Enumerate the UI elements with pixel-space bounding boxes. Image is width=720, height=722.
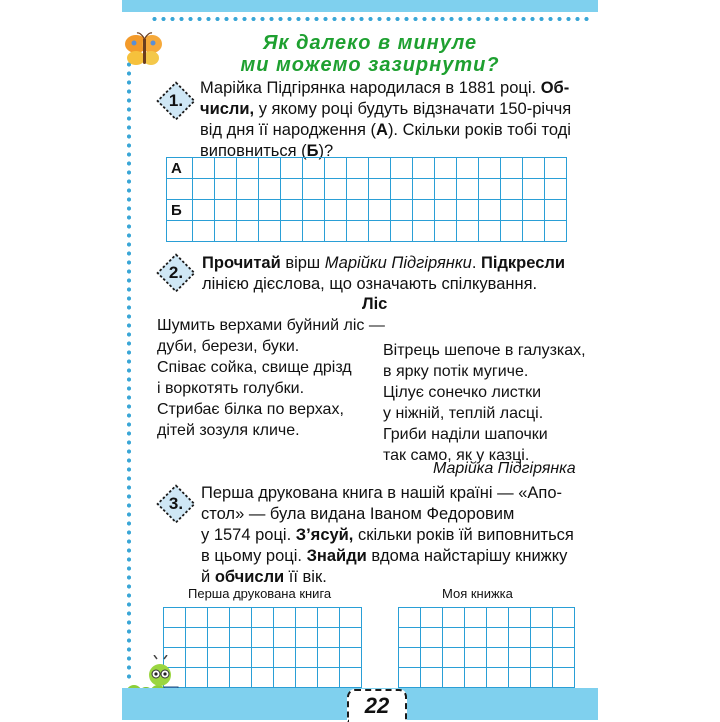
grid-cell[interactable]	[435, 179, 457, 200]
grid-cell[interactable]	[531, 628, 553, 648]
grid-cell[interactable]	[303, 221, 325, 242]
grid-cell[interactable]	[531, 668, 553, 688]
grid-cell[interactable]	[281, 221, 303, 242]
grid-cell[interactable]	[340, 628, 362, 648]
grid-cell[interactable]	[281, 179, 303, 200]
grid-cell[interactable]	[296, 668, 318, 688]
grid-cell[interactable]	[164, 608, 186, 628]
grid-cell[interactable]	[186, 648, 208, 668]
grid-cell[interactable]	[435, 158, 457, 179]
caption-my-book: Моя книжка	[442, 586, 513, 601]
grid-cell[interactable]	[281, 158, 303, 179]
grid-cell[interactable]	[457, 158, 479, 179]
task-1-badge	[155, 80, 197, 122]
grid-cell[interactable]	[487, 608, 509, 628]
grid-cell[interactable]	[237, 200, 259, 221]
grid-cell[interactable]	[391, 179, 413, 200]
page-number: 22	[364, 693, 390, 718]
left-dotted-border	[126, 60, 132, 680]
grid-cell[interactable]	[318, 628, 340, 648]
grid-cell[interactable]	[501, 158, 523, 179]
grid-cell[interactable]	[186, 668, 208, 688]
grid-cell[interactable]	[391, 200, 413, 221]
grid-cell[interactable]	[318, 648, 340, 668]
grid-cell[interactable]	[347, 200, 369, 221]
grid-cell[interactable]	[443, 608, 465, 628]
page-title-line2: ми можемо зазирнути?	[240, 54, 500, 76]
poem-right-line: в ярку потік мугиче.	[383, 363, 529, 380]
grid-cell[interactable]	[259, 221, 281, 242]
grid-cell[interactable]	[281, 200, 303, 221]
grid-cell[interactable]	[421, 668, 443, 688]
poem-left-line: дуби, берези, буки.	[157, 338, 300, 355]
grid-cell[interactable]	[325, 221, 347, 242]
grid-cell[interactable]	[237, 221, 259, 242]
grid-cell[interactable]	[501, 179, 523, 200]
grid-cell[interactable]	[443, 648, 465, 668]
task-2-badge	[155, 252, 197, 294]
grid-cell[interactable]	[523, 158, 545, 179]
grid-cell[interactable]	[208, 668, 230, 688]
grid-cell[interactable]	[296, 628, 318, 648]
grid-cell[interactable]	[186, 608, 208, 628]
answer-grid-1[interactable]	[166, 157, 567, 242]
page-title-line1: Як далеко в минуле	[262, 32, 478, 54]
grid-cell[interactable]	[435, 221, 457, 242]
grid-cell[interactable]	[479, 158, 501, 179]
grid-cell[interactable]	[347, 158, 369, 179]
grid-cell[interactable]	[369, 158, 391, 179]
poem-left-line: Співає сойка, свище дрізд	[157, 359, 352, 376]
grid-cell[interactable]	[252, 648, 274, 668]
poem-right-line: у ніжній, теплій ласці.	[383, 405, 544, 422]
grid-cell[interactable]	[369, 179, 391, 200]
right-margin	[598, 0, 720, 720]
grid-cell[interactable]	[523, 179, 545, 200]
poem-left-line: дітей зозуля кличе.	[157, 422, 300, 439]
poem-left-column	[157, 315, 385, 441]
grid-cell[interactable]	[509, 648, 531, 668]
grid-cell[interactable]	[399, 648, 421, 668]
grid-cell[interactable]	[186, 628, 208, 648]
grid-cell[interactable]	[347, 179, 369, 200]
answer-grid-left[interactable]	[163, 607, 362, 688]
grid-cell[interactable]	[413, 179, 435, 200]
grid-cell[interactable]	[421, 648, 443, 668]
grid-cell[interactable]	[457, 221, 479, 242]
grid-cell[interactable]	[193, 179, 215, 200]
grid-cell[interactable]	[501, 200, 523, 221]
grid-cell[interactable]	[274, 668, 296, 688]
grid-cell[interactable]	[167, 179, 193, 200]
top-dotted-border	[150, 16, 590, 22]
poem-right-column	[383, 340, 586, 466]
grid-cell[interactable]	[252, 608, 274, 628]
grid-cell[interactable]	[443, 628, 465, 648]
grid-cell[interactable]	[215, 158, 237, 179]
grid-cell[interactable]	[274, 608, 296, 628]
grid-cell[interactable]	[237, 179, 259, 200]
grid-cell[interactable]	[325, 179, 347, 200]
grid-cell[interactable]	[501, 221, 523, 242]
top-band	[122, 0, 598, 12]
grid-cell[interactable]	[340, 608, 362, 628]
grid-cell[interactable]	[303, 200, 325, 221]
grid-cell[interactable]	[553, 668, 575, 688]
grid-cell[interactable]	[274, 648, 296, 668]
grid-cell[interactable]	[369, 221, 391, 242]
grid-cell[interactable]	[259, 158, 281, 179]
grid-cell[interactable]	[369, 200, 391, 221]
grid-cell[interactable]	[509, 608, 531, 628]
grid-cell[interactable]	[208, 628, 230, 648]
task-3-text: Перша друкована книга в нашій країні — «Апо- стол» — була видана Іваном Федоровим у 1574 році. З’ясуй, скільки років їй виповниться в цьому році. Знайди вдома найстарішу книжку й обчисли її вік.	[201, 484, 574, 586]
grid-cell[interactable]	[303, 179, 325, 200]
grid-cell[interactable]	[274, 628, 296, 648]
grid-cell[interactable]	[487, 668, 509, 688]
poem-right-line: так само, як у казці.	[383, 447, 530, 464]
grid-cell[interactable]	[208, 608, 230, 628]
grid-cell[interactable]	[391, 221, 413, 242]
grid-row-label: Б	[167, 200, 193, 221]
grid-cell[interactable]	[399, 608, 421, 628]
butterfly-icon	[122, 32, 166, 68]
grid-cell[interactable]	[399, 668, 421, 688]
grid-cell[interactable]	[164, 628, 186, 648]
grid-cell[interactable]	[465, 628, 487, 648]
grid-cell[interactable]	[545, 158, 567, 179]
grid-cell[interactable]	[318, 668, 340, 688]
grid-cell[interactable]	[340, 668, 362, 688]
grid-cell[interactable]	[421, 608, 443, 628]
grid-cell[interactable]	[193, 158, 215, 179]
poem-author: Марійка Підгірянка	[433, 460, 576, 477]
grid-cell[interactable]	[193, 200, 215, 221]
poem-left-line: і воркотять голубки.	[157, 380, 305, 397]
grid-cell[interactable]	[457, 179, 479, 200]
grid-cell[interactable]	[443, 668, 465, 688]
grid-cell[interactable]	[479, 221, 501, 242]
grid-cell[interactable]	[230, 648, 252, 668]
task-2-text: Прочитай вірш Марійки Підгірянки. Підкресли лінією дієслова, що означають спілкування.	[202, 254, 566, 293]
grid-cell[interactable]	[553, 648, 575, 668]
grid-cell[interactable]	[421, 628, 443, 648]
grid-cell[interactable]	[230, 608, 252, 628]
grid-cell[interactable]	[193, 221, 215, 242]
poem-right-line: Цілує сонечко листки	[383, 384, 542, 401]
grid-cell[interactable]	[509, 668, 531, 688]
grid-cell[interactable]	[215, 179, 237, 200]
poem-right-line: Гриби наділи шапочки	[383, 426, 548, 443]
grid-cell[interactable]	[487, 628, 509, 648]
grid-cell[interactable]	[487, 648, 509, 668]
grid-cell[interactable]	[553, 628, 575, 648]
grid-cell[interactable]	[399, 628, 421, 648]
grid-cell[interactable]	[413, 221, 435, 242]
grid-cell[interactable]	[479, 179, 501, 200]
grid-cell[interactable]	[523, 200, 545, 221]
grid-cell[interactable]	[531, 608, 553, 628]
page-number-box	[347, 689, 407, 722]
grid-cell[interactable]	[545, 200, 567, 221]
grid-cell[interactable]	[509, 628, 531, 648]
grid-cell[interactable]	[296, 648, 318, 668]
grid-cell[interactable]	[167, 221, 193, 242]
grid-cell[interactable]	[465, 648, 487, 668]
grid-cell[interactable]	[457, 200, 479, 221]
grid-cell[interactable]	[465, 668, 487, 688]
grid-cell[interactable]	[413, 158, 435, 179]
grid-cell[interactable]	[230, 668, 252, 688]
grid-cell[interactable]	[347, 221, 369, 242]
grid-cell[interactable]	[252, 628, 274, 648]
left-margin	[0, 0, 122, 720]
task-3-number: 3.	[168, 494, 184, 513]
task-2-number: 2.	[168, 263, 184, 282]
grid-cell[interactable]	[325, 158, 347, 179]
grid-cell[interactable]	[259, 179, 281, 200]
grid-cell[interactable]	[523, 221, 545, 242]
grid-cell[interactable]	[465, 608, 487, 628]
grid-row-label: А	[167, 158, 193, 179]
grid-cell[interactable]	[391, 158, 413, 179]
grid-cell[interactable]	[325, 200, 347, 221]
grid-cell[interactable]	[303, 158, 325, 179]
grid-cell[interactable]	[435, 200, 457, 221]
grid-cell[interactable]	[531, 648, 553, 668]
grid-cell[interactable]	[215, 221, 237, 242]
poem-title: Ліс	[362, 295, 388, 313]
grid-cell[interactable]	[230, 628, 252, 648]
grid-cell[interactable]	[215, 200, 237, 221]
grid-cell[interactable]	[318, 608, 340, 628]
caption-first-book: Перша друкована книга	[188, 586, 332, 601]
grid-cell[interactable]	[479, 200, 501, 221]
grid-cell[interactable]	[413, 200, 435, 221]
poem-left-line: Шумить верхами буйний ліс —	[157, 317, 385, 334]
grid-cell[interactable]	[237, 158, 259, 179]
grid-cell[interactable]	[340, 648, 362, 668]
grid-cell[interactable]	[208, 648, 230, 668]
grid-cell[interactable]	[296, 608, 318, 628]
task-3-badge	[155, 483, 197, 525]
grid-cell[interactable]	[553, 608, 575, 628]
poem-left-line: Стрибає білка по верхах,	[157, 401, 344, 418]
poem-right-line: Вітрець шепоче в галузках,	[383, 342, 586, 359]
grid-cell[interactable]	[545, 221, 567, 242]
grid-cell[interactable]	[259, 200, 281, 221]
grid-cell[interactable]	[545, 179, 567, 200]
answer-grid-right[interactable]	[398, 607, 575, 688]
task-1-text: Марійка Підгірянка народилася в 1881 році. Об- числи, у якому році будуть відзначати 150-річчя від дня її народження (А). Скільки років тобі тоді виповниться (Б)?	[200, 79, 572, 160]
grid-cell[interactable]	[252, 668, 274, 688]
task-1-number: 1.	[168, 91, 184, 110]
